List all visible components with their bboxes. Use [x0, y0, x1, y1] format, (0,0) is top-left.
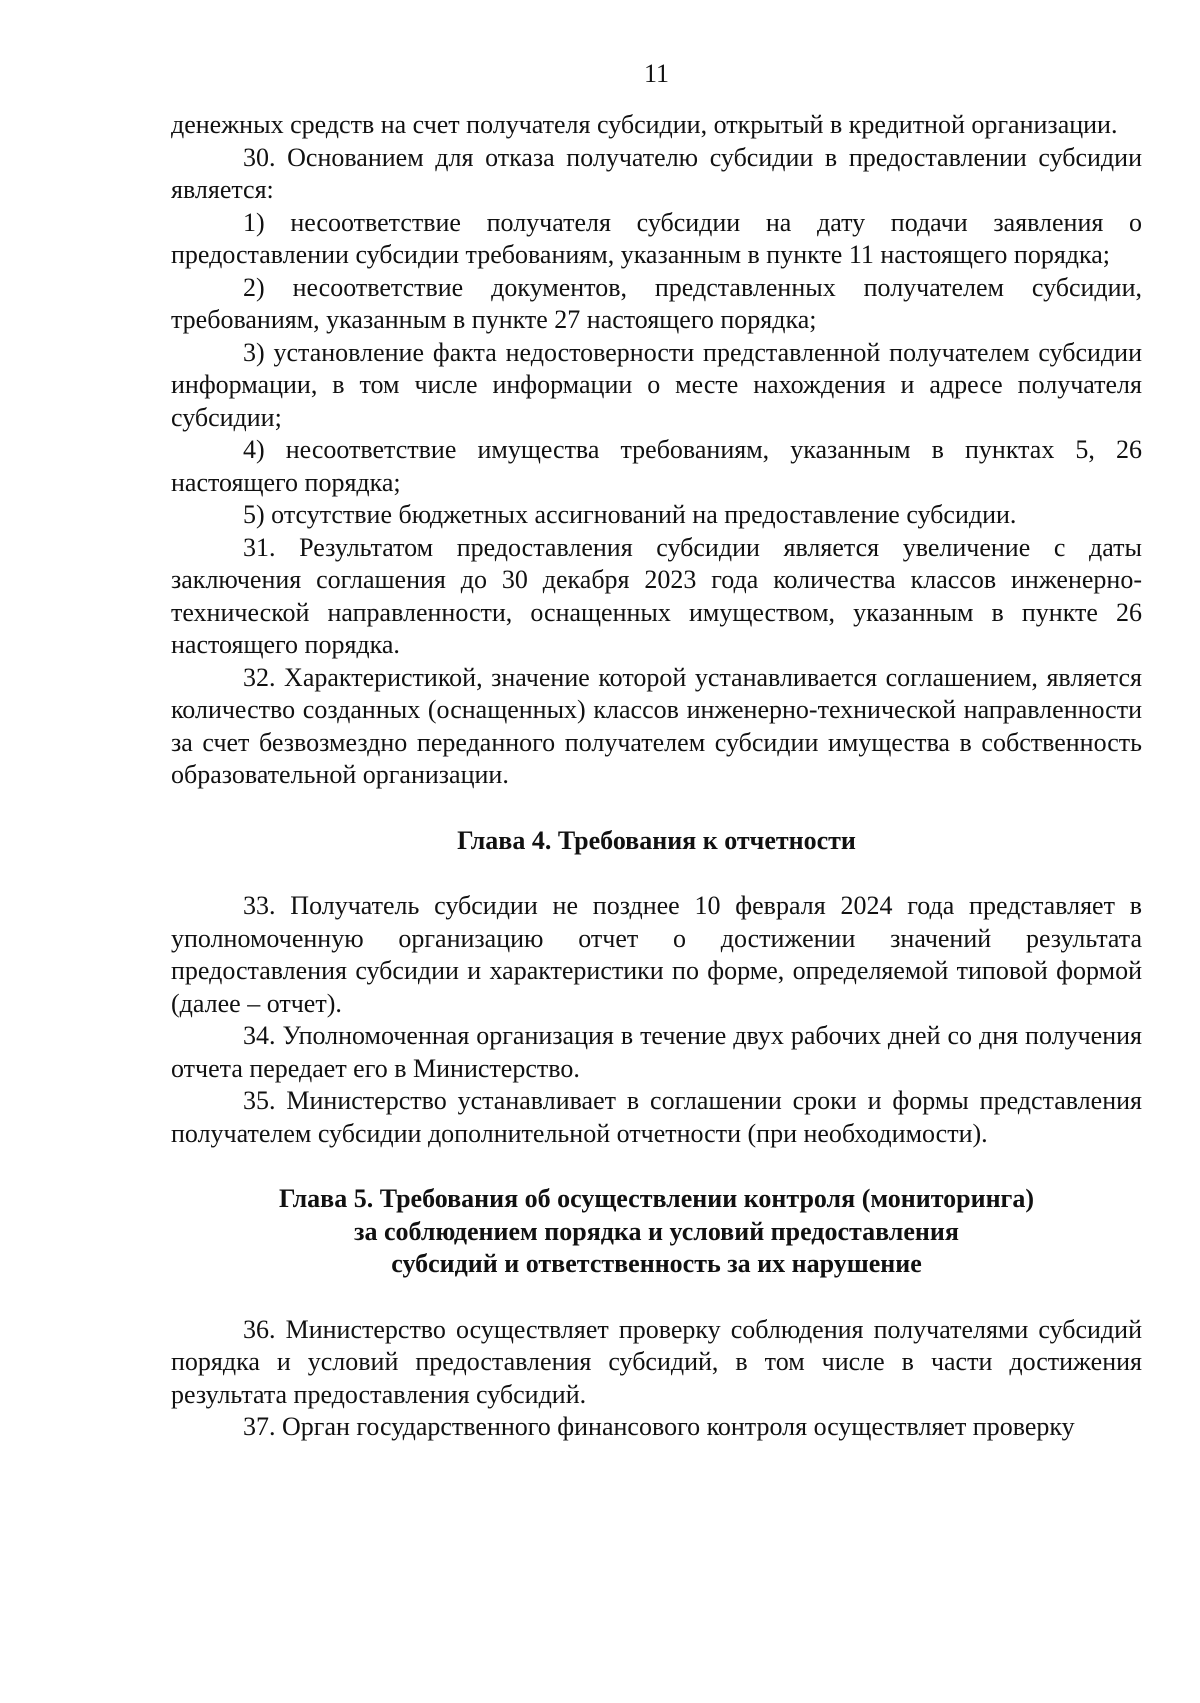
chapter-5-heading: [171, 1183, 1142, 1281]
paragraph-33: 33. Получатель субсидии не позднее 10 февраля 2024 года представляет в уполномоченную организацию отчет о достижении значений результата предоставления субсидии и характеристики по форме, определяемой типовой формой (далее – отчет).: [171, 891, 1142, 1018]
paragraph-31: 31. Результатом предоставления субсидии является увеличение с даты заключения соглашения до 30 декабря 2023 года количества классов инженерно-технической направленности, оснащенных имуществом, указанным в пункте 26 настоящего порядка.: [171, 532, 1142, 659]
list-item-30-2: 2) несоответствие документов, представленных получателем субсидии, требованиям, указанным в пункте 27 настоящего порядка;: [171, 272, 1142, 334]
list-item-30-4: 4) несоответствие имущества требованиям, указанным в пунктах 5, 26 настоящего порядка;: [171, 435, 1142, 497]
page-number: 11: [643, 59, 670, 88]
paragraph-continuation: денежных средств на счет получателя субсидии, открытый в кредитной организации.: [171, 110, 1118, 139]
list-item-30-5: 5) отсутствие бюджетных ассигнований на предоставление субсидии.: [243, 500, 1017, 529]
chapter-5-heading-line: за соблюдением порядка и условий предоставления: [354, 1216, 959, 1246]
paragraph-30: 30. Основанием для отказа получателю субсидии в предоставлении субсидии является:: [171, 142, 1142, 204]
paragraph-36: 36. Министерство осуществляет проверку соблюдения получателями субсидий порядка и условий предоставления субсидий, в том числе в части достижения результата предоставления субсидий.: [171, 1314, 1142, 1409]
list-item-30-3: 3) установление факта недостоверности представленной получателем субсидии информации, в том числе информации о месте нахождения и адресе получателя субсидии;: [171, 337, 1142, 432]
list-item-30-1: 1) несоответствие получателя субсидии на дату подачи заявления о предоставлении субсидии требованиям, указанным в пункте 11 настоящего порядка;: [171, 207, 1142, 269]
chapter-5-heading-line: субсидий и ответственность за их нарушение: [391, 1249, 922, 1278]
document-page: [171, 58, 1142, 1444]
paragraph-37: 37. Орган государственного финансового контроля осуществляет проверку: [243, 1412, 1075, 1441]
chapter-4-heading: Глава 4. Требования к отчетности: [457, 825, 856, 855]
paragraph-32: 32. Характеристикой, значение которой устанавливается соглашением, является количество созданных (оснащенных) классов инженерно-технической направленности за счет безвозмездно переданного получателем субсидии имущества в собственность образовательной организации.: [171, 662, 1142, 789]
paragraph-35: 35. Министерство устанавливает в соглашении сроки и формы представления получателем субсидии дополнительной отчетности (при необходимости).: [171, 1086, 1142, 1148]
paragraph-34: 34. Уполномоченная организация в течение двух рабочих дней со дня получения отчета передает его в Министерство.: [171, 1021, 1142, 1083]
chapter-5-heading-line: Глава 5. Требования об осуществлении контроля (мониторинга): [278, 1184, 1035, 1213]
